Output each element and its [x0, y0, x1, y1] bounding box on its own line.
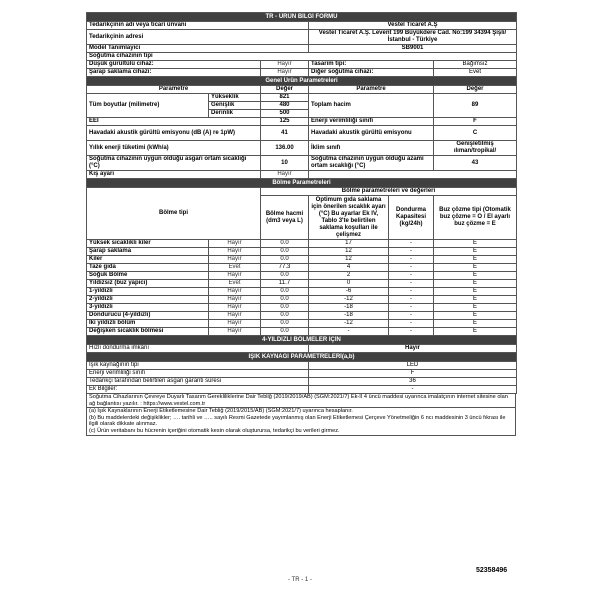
- compartment-present: Hayır: [209, 240, 261, 248]
- type-row-value: Hayır: [261, 69, 309, 77]
- compartment-volume: 0.0: [261, 288, 309, 296]
- supplier-name-value: Vestel Ticaret A.Ş: [309, 22, 517, 30]
- page-number: - TR - 1 -: [288, 577, 312, 583]
- compartment-row: [87, 304, 517, 312]
- param-value: 41: [261, 126, 309, 141]
- compartment-freeze: -: [389, 328, 434, 336]
- compartment-name: 3-yıldızlı: [87, 304, 209, 312]
- param-label: Havadaki akustik gürültü emisyonu: [309, 126, 434, 141]
- compartment-table: [86, 178, 517, 336]
- compartment-present: Hayır: [209, 256, 261, 264]
- compartment-header: Bölme Parametreleri: [87, 179, 517, 188]
- compartment-row: [87, 256, 517, 264]
- light-value: -: [309, 386, 517, 394]
- param-label: Enerji verimliliği sınıfı: [309, 118, 434, 126]
- compartment-defrost: E: [434, 312, 517, 320]
- compartment-defrost: E: [434, 304, 517, 312]
- compartment-freeze: -: [389, 256, 434, 264]
- type-row-value: Hayır: [261, 61, 309, 69]
- type-row-label: Düşük gürültülü cihaz:: [87, 61, 261, 69]
- param-value: C: [434, 126, 517, 141]
- dimension-name: Derinlik: [209, 110, 261, 118]
- light-label: Ek Bilgiler:: [87, 386, 309, 394]
- compartment-freeze: -: [389, 320, 434, 328]
- footnote: (b) Bu maddelerdeki değişiklikler; …. tarihli ve ….. sayılı Resmi Gazetede yayımlanmış olan Enerji Etiketlemesi Çerçeve Yönetmeliğin 6 ncı maddesinin 3 üncü fıkrası ile ilgili olarak dikkate alınmaz.: [89, 414, 506, 428]
- compartment-freeze: -: [389, 296, 434, 304]
- compartment-row: [87, 240, 517, 248]
- winter-setting-value: Hayır: [261, 171, 309, 179]
- col-compartment-type: Bölme tipi: [87, 188, 261, 240]
- compartment-present: Hayır: [209, 248, 261, 256]
- param-label: İklim sınıfı: [309, 141, 434, 156]
- param-value: Genişletilmiş ılıman/tropikal/: [434, 141, 517, 156]
- compartment-volume: 0.0: [261, 240, 309, 248]
- four-star-header: 4-YILDIZLI BÖLMELER İÇİN: [87, 336, 517, 345]
- winter-setting-label: Kış ayarı: [87, 171, 261, 179]
- type-row-value: Evet: [434, 69, 517, 77]
- type-row-value: Bağımsız: [434, 61, 517, 69]
- dimension-value: 821: [261, 94, 309, 102]
- compartment-defrost: E: [434, 288, 517, 296]
- compartment-volume: 0.0: [261, 296, 309, 304]
- footnotes: [86, 407, 516, 435]
- fast-freeze-label: Hızlı dondurma imkânı: [87, 345, 309, 353]
- compartment-name: Taze gıda: [87, 264, 209, 272]
- compartment-name: Şarap saklama: [87, 248, 209, 256]
- regulation-note: Soğutma Cihazlarının Çevreye Duyarlı Tasarım Gerekliliklerine Dair Tebliğ (2019/2019/AB) (SGM:2021/7) Ek-II 4 üncü maddesi uyarınca imalatçının internet sitesine olan ağ bağlantısı yazılır. : https://www.vestel.com.tr: [86, 393, 516, 408]
- dimension-value: 500: [261, 110, 309, 118]
- dimension-name: Genişlik: [209, 102, 261, 110]
- param-value: 10: [261, 156, 309, 171]
- compartment-defrost: E: [434, 248, 517, 256]
- param-label: EEI: [87, 118, 261, 126]
- compartment-freeze: -: [389, 248, 434, 256]
- compartment-temp: 12: [309, 248, 389, 256]
- compartment-volume: 77.3: [261, 264, 309, 272]
- col-parameter: Parametre: [87, 86, 261, 94]
- compartment-row: [87, 272, 517, 280]
- compartment-present: Hayır: [209, 304, 261, 312]
- compartment-volume: 0.0: [261, 272, 309, 280]
- compartment-freeze: -: [389, 288, 434, 296]
- dimension-value: 480: [261, 102, 309, 110]
- compartment-name: 1-yıldızlı: [87, 288, 209, 296]
- param-label: Havadaki akustik gürültü emisyonu (dB (A) re 1pW): [87, 126, 261, 141]
- compartment-temp: -6: [309, 288, 389, 296]
- product-information-sheet: [86, 12, 516, 436]
- compartment-name: Yıldızsız (buz yapıcı): [87, 280, 209, 288]
- compartment-defrost: E: [434, 256, 517, 264]
- light-label: Tedarikçi tarafından belirtilen asgari garanti süresi: [87, 378, 309, 386]
- col-parameter: Parametre: [309, 86, 434, 94]
- light-value: LED: [309, 362, 517, 370]
- light-value: F: [309, 370, 517, 378]
- type-row-label: Diğer soğutma cihazı:: [309, 69, 434, 77]
- compartment-volume: 0.0: [261, 328, 309, 336]
- compartment-temp: -18: [309, 312, 389, 320]
- compartment-volume: 0.0: [261, 248, 309, 256]
- footnote: (c) Ürün veritabanı bu hücrenin içeriğini otomatik kesin olarak oluşturursa, tedarikçi bu verileri girmez.: [89, 427, 340, 434]
- compartment-row: [87, 312, 517, 320]
- compartment-row: [87, 264, 517, 272]
- light-label: Enerji verimliliği sınıfı: [87, 370, 309, 378]
- compartment-defrost: E: [434, 328, 517, 336]
- compartment-volume: 0.0: [261, 304, 309, 312]
- compartment-present: Hayır: [209, 312, 261, 320]
- model-value: SB9001: [309, 45, 517, 53]
- col-defrost-type: Buz çözme tipi (Otomatik buz çözme = O / El ayarlı buz çözme = E: [434, 196, 517, 240]
- supplier-table: [86, 12, 517, 53]
- compartment-name: Dondurucu (4-yıldızlı): [87, 312, 209, 320]
- compartment-row: [87, 288, 517, 296]
- param-value: 43: [434, 156, 517, 171]
- light-source-table: [86, 352, 517, 394]
- type-row-label: Şarap saklama cihazı:: [87, 69, 261, 77]
- dimension-name: Yükseklik: [209, 94, 261, 102]
- compartment-freeze: -: [389, 272, 434, 280]
- fast-freeze-value: Hayır: [309, 345, 517, 353]
- compartment-present: Hayır: [209, 272, 261, 280]
- compartment-temp: -12: [309, 296, 389, 304]
- footnote: (a) Işık Kaynaklarının Enerji Etiketlemesine Dair Tebliğ (2019/2015/AB) (SGM:2021/7) uyarınca hesaplanır.: [89, 408, 353, 415]
- param-label: Yıllık enerji tüketimi (kWh/a): [87, 141, 261, 156]
- compartment-defrost: E: [434, 240, 517, 248]
- compartment-freeze: -: [389, 312, 434, 320]
- compartment-present: Hayır: [209, 296, 261, 304]
- col-value: Değer: [261, 86, 309, 94]
- compartment-row: [87, 248, 517, 256]
- param-value: F: [434, 118, 517, 126]
- compartment-temp: 0: [309, 280, 389, 288]
- compartment-name: Soğuk Bölme: [87, 272, 209, 280]
- compartment-row: [87, 280, 517, 288]
- light-label: Işık kaynağının tipi: [87, 362, 309, 370]
- param-label: Soğutma cihazının uygun olduğu asgari ortam sıcaklığı (°C): [87, 156, 261, 171]
- param-value: 125: [261, 118, 309, 126]
- col-temperature: Optimum gıda saklama için önerilen sıcaklık ayarı (°C) Bu ayarlar Ek IV, Tablo 3'te belirtilen saklama koşulları ile çelişmez: [309, 196, 389, 240]
- col-value: Değer: [434, 86, 517, 94]
- compartment-name: 2-yıldızlı: [87, 296, 209, 304]
- appliance-type-table: [86, 52, 517, 77]
- compartment-freeze: -: [389, 304, 434, 312]
- four-star-table: [86, 335, 517, 353]
- supplier-address-label: Tedarikçinin adresi: [87, 30, 309, 45]
- compartment-row: [87, 296, 517, 304]
- compartment-present: Hayır: [209, 320, 261, 328]
- general-header: Genel Ürün Parametreleri: [87, 77, 517, 86]
- compartment-present: Hayır: [209, 328, 261, 336]
- compartment-name: Yüksek sıcaklıklı kiler: [87, 240, 209, 248]
- compartment-present: Evet: [209, 280, 261, 288]
- compartment-row: [87, 320, 517, 328]
- appliance-type-title: Soğutma cihazının tipi: [87, 53, 517, 61]
- total-volume-label: Toplam hacim: [309, 94, 434, 118]
- light-source-header: IŞIK KAYNAĞI PARAMETRELERİ(a,b): [87, 353, 517, 362]
- type-row-label: Tasarım tipi:: [309, 61, 434, 69]
- supplier-name-label: Tedarikçinin adı veya ticari ünvanı: [87, 22, 309, 30]
- col-volume: Bölme hacmi (dm3 veya L): [261, 196, 309, 240]
- compartment-temp: -18: [309, 304, 389, 312]
- total-volume-value: 89: [434, 94, 517, 118]
- compartment-freeze: -: [389, 264, 434, 272]
- compartment-temp: 2: [309, 272, 389, 280]
- general-parameters-table: [86, 76, 517, 179]
- compartment-volume: 0.0: [261, 312, 309, 320]
- compartment-name: Değişken sıcaklık bölmesi: [87, 328, 209, 336]
- compartment-present: Evet: [209, 264, 261, 272]
- compartment-defrost: E: [434, 272, 517, 280]
- form-title: TR - ÜRÜN BİLGİ FORMU: [87, 13, 517, 22]
- compartment-volume: 0.0: [261, 320, 309, 328]
- light-value: 36: [309, 378, 517, 386]
- document-code: 52358496: [476, 567, 508, 574]
- compartment-subheader: Bölme parametreleri ve değerleri: [261, 188, 517, 196]
- param-label: Soğutma cihazının uygun olduğu azami ortam sıcaklığı (°C): [309, 156, 434, 171]
- compartment-temp: -12: [309, 320, 389, 328]
- param-value: 136.00: [261, 141, 309, 156]
- compartment-temp: 4: [309, 264, 389, 272]
- compartment-rows: [87, 240, 517, 336]
- compartment-temp: 12: [309, 256, 389, 264]
- compartment-freeze: -: [389, 240, 434, 248]
- compartment-temp: 17: [309, 240, 389, 248]
- compartment-defrost: E: [434, 296, 517, 304]
- compartment-present: Hayır: [209, 288, 261, 296]
- compartment-freeze: -: [389, 280, 434, 288]
- compartment-temp: -: [309, 328, 389, 336]
- col-freezing-capacity: Dondurma Kapasitesi (kg/24h): [389, 196, 434, 240]
- dimensions-label: Tüm boyutlar (milimetre): [87, 94, 209, 118]
- compartment-defrost: E: [434, 280, 517, 288]
- model-label: Model Tanımlayıcı: [87, 45, 309, 53]
- compartment-defrost: E: [434, 264, 517, 272]
- compartment-name: Kiler: [87, 256, 209, 264]
- compartment-name: İki yıldızlı bölüm: [87, 320, 209, 328]
- compartment-volume: 0.0: [261, 256, 309, 264]
- compartment-defrost: E: [434, 320, 517, 328]
- supplier-address-value: Vestel Ticaret A.Ş. Levent 199 Büyükdere Cad. No:199 34394 Şişli/İstanbul - Türkiye: [309, 30, 517, 45]
- compartment-volume: 11.7: [261, 280, 309, 288]
